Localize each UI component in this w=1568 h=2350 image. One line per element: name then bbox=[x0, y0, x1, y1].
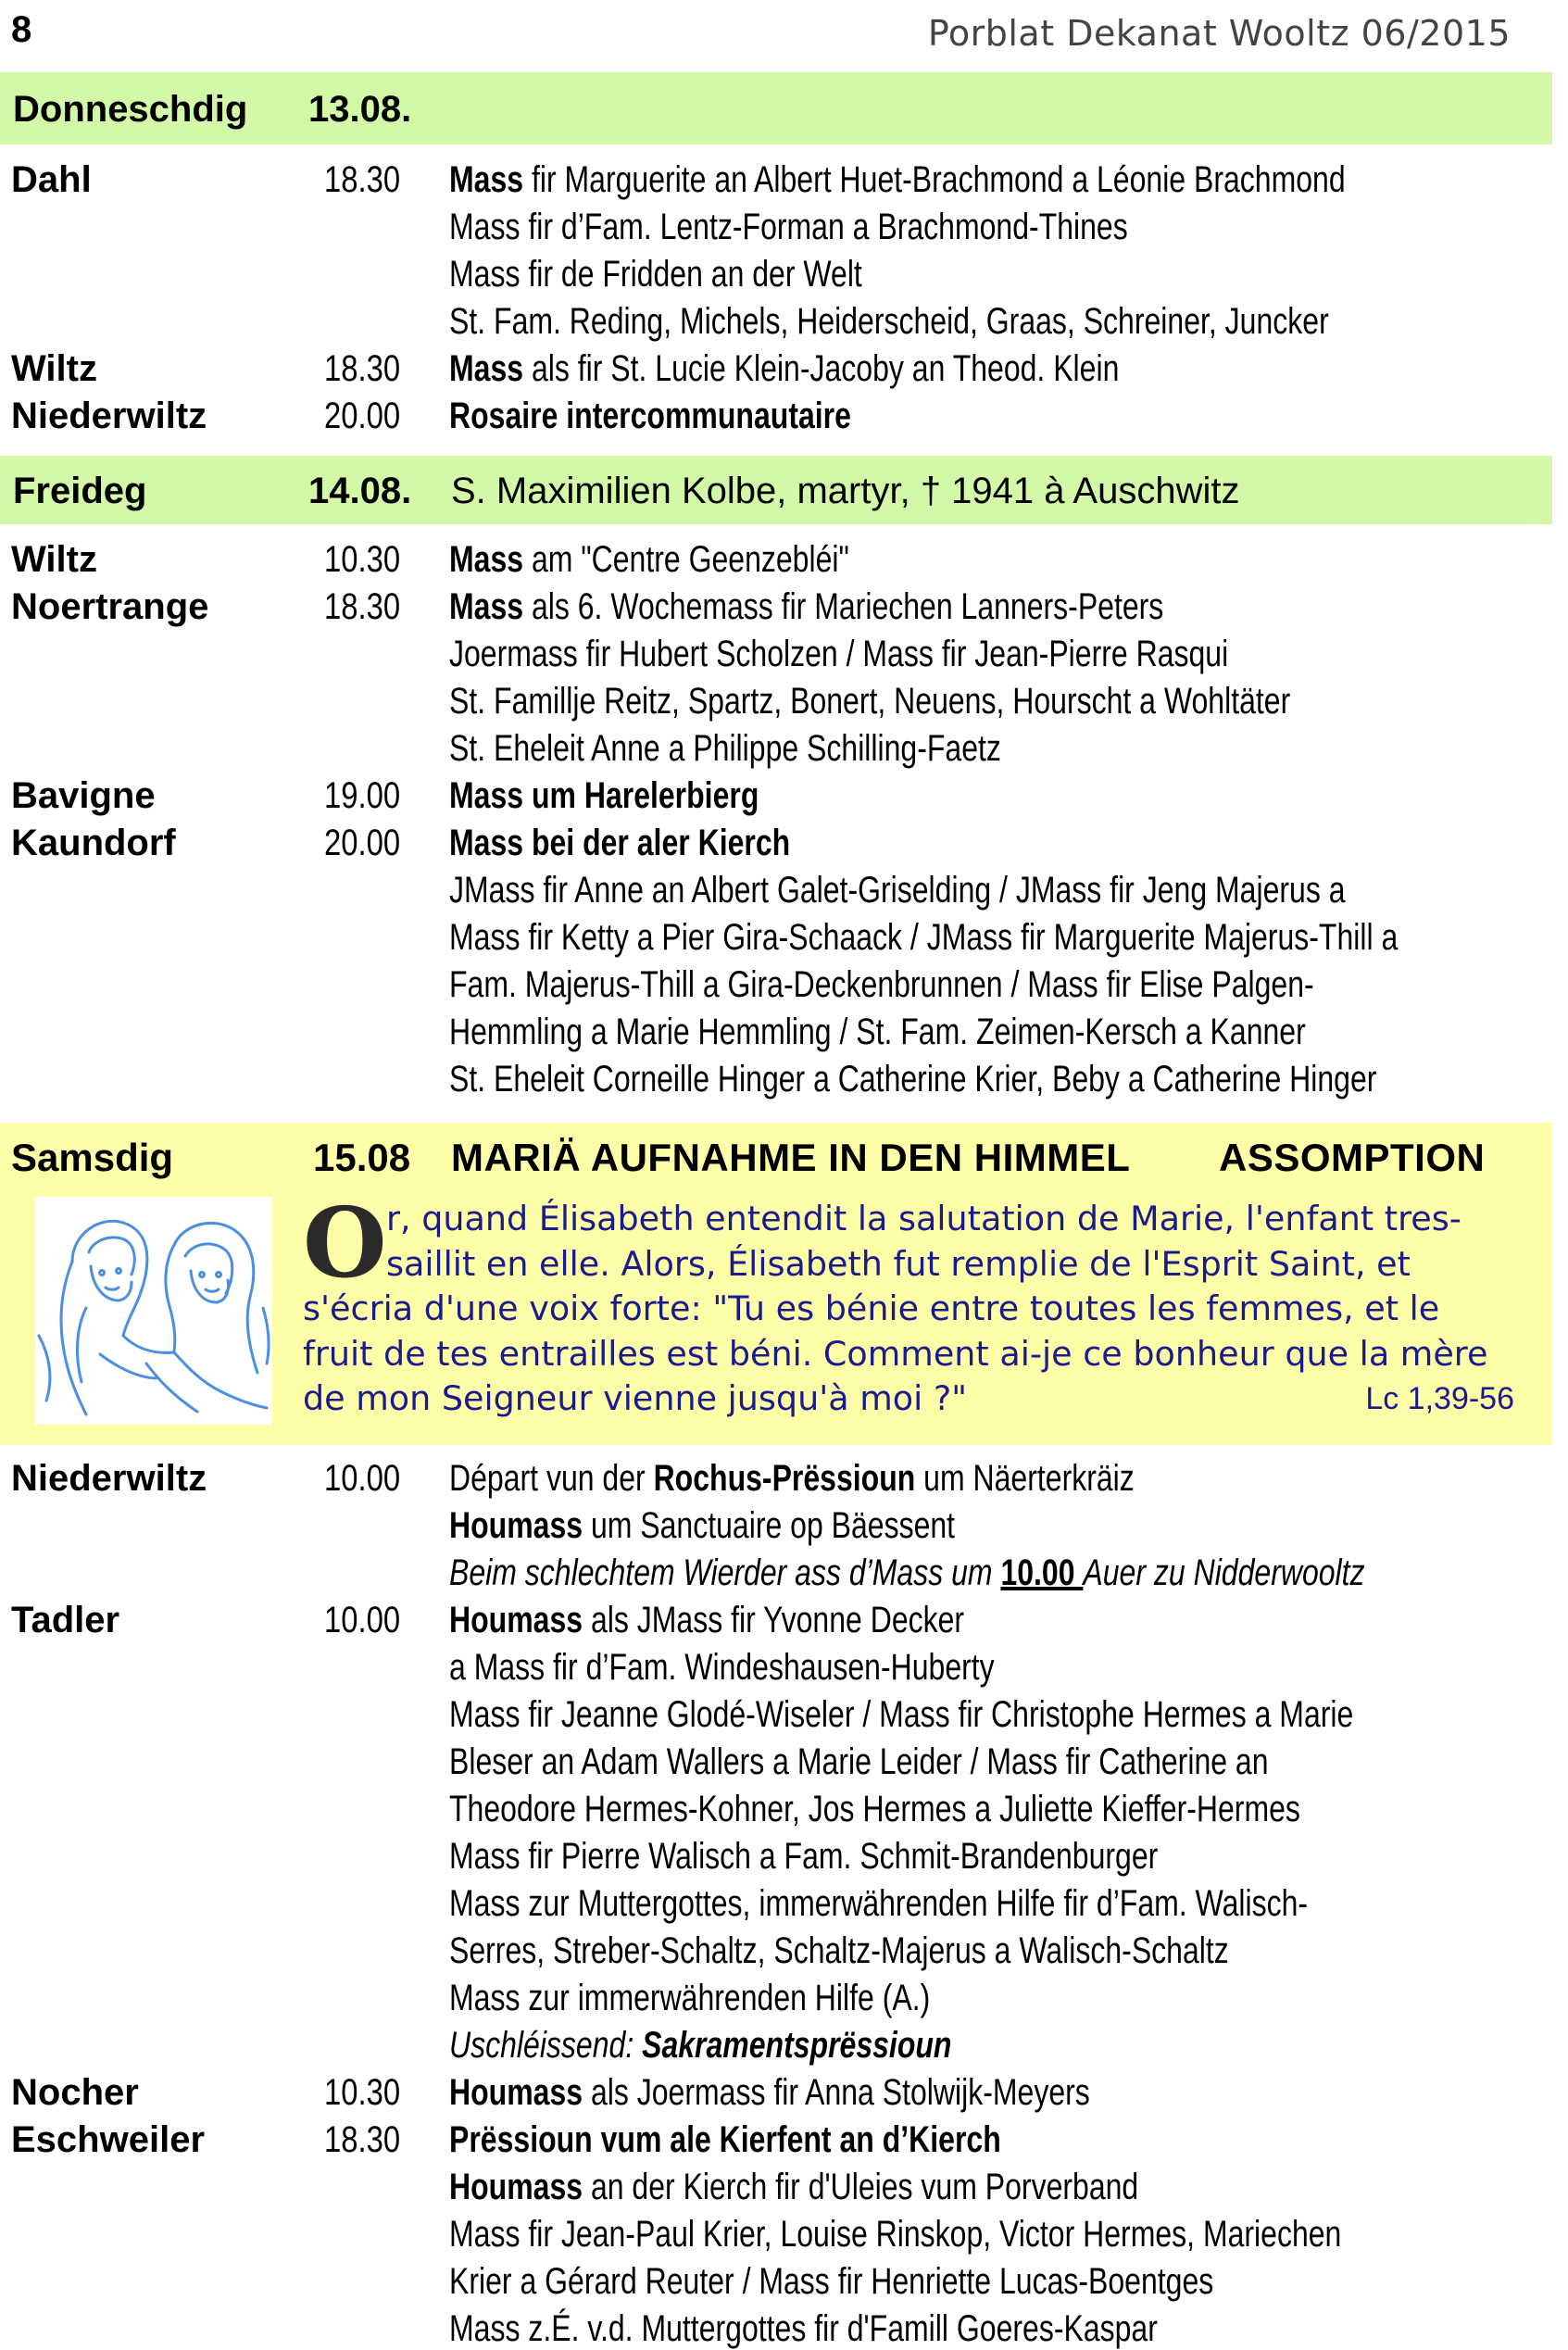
entry-line: Houmass an der Kierch fir d'Uleies vum Porverband bbox=[449, 2167, 1139, 2207]
entry-line: Mass fir Marguerite an Albert Huet-Brachmond a Léonie Brachmond bbox=[449, 159, 1346, 200]
entry-line: Mass als 6. Wochemass fir Mariechen Lanners-Peters bbox=[449, 586, 1164, 627]
day-label: Samsdig bbox=[11, 1136, 174, 1179]
feast-title-fr: ASSOMPTION bbox=[1219, 1136, 1486, 1179]
entry-line: Uschléissend: Sakramentsprëssioun bbox=[449, 2025, 952, 2066]
place-name: Niederwiltz bbox=[11, 1458, 207, 1499]
visitation-drawing bbox=[35, 1197, 272, 1425]
entry-line: Mass am "Centre Geenzebléi" bbox=[449, 539, 849, 580]
page-number: 8 bbox=[11, 9, 32, 50]
publication-header: Porblat Dekanat Wooltz 06/2015 bbox=[927, 13, 1511, 54]
mass-time: 18.30 bbox=[324, 586, 401, 627]
mass-time: 18.30 bbox=[324, 2119, 401, 2160]
entry-line: Mass zur Muttergottes, immerwährenden Hilfe fir d’Fam. Walisch- bbox=[449, 1883, 1309, 1924]
quote-line: de mon Seigneur vienne jusqu'à moi ?" bbox=[303, 1378, 968, 1418]
entry-line: Mass um Harelerbierg bbox=[449, 775, 759, 816]
place-name: Niederwiltz bbox=[11, 396, 207, 436]
mass-time: 10.30 bbox=[324, 539, 401, 580]
feast-box-saturday bbox=[0, 1123, 1552, 1445]
day-date: 15.08 bbox=[313, 1136, 411, 1179]
entry-line: JMass fir Anne an Albert Galet-Griselding / JMass fir Jeng Majerus a bbox=[449, 870, 1346, 911]
place-name: Eschweiler bbox=[11, 2119, 206, 2160]
entry-line: Beim schlechtem Wierder ass d’Mass um 10.00 Auer zu Nidderwooltz bbox=[449, 1552, 1365, 1593]
day-date: 14.08. bbox=[308, 471, 412, 511]
entry-line: Mass fir Jeanne Glodé-Wiseler / Mass fir Christophe Hermes a Marie bbox=[449, 1694, 1354, 1735]
place-name: Noertrange bbox=[11, 586, 209, 627]
day-date: 13.08. bbox=[308, 89, 412, 130]
entry-line: Mass als fir St. Lucie Klein-Jacoby an Theod. Klein bbox=[449, 348, 1120, 389]
entry-line: Mass fir d’Fam. Lentz-Forman a Brachmond-Thines bbox=[449, 207, 1128, 247]
mass-time: 18.30 bbox=[324, 348, 401, 389]
entry-line: Mass z.É. v.d. Muttergottes fir d'Famill Goeres-Kaspar bbox=[449, 2308, 1158, 2349]
entry-line: Bleser an Adam Wallers a Marie Leider / Mass fir Catherine an bbox=[449, 1741, 1269, 1782]
entry-line: St. Eheleit Corneille Hinger a Catherine Krier, Beby a Catherine Hinger bbox=[449, 1059, 1377, 1100]
place-name: Tadler bbox=[11, 1600, 120, 1640]
mass-time: 10.00 bbox=[324, 1458, 401, 1499]
mass-time: 10.30 bbox=[324, 2072, 401, 2113]
mass-time: 20.00 bbox=[324, 396, 401, 436]
place-name: Kaundorf bbox=[11, 823, 176, 863]
entry-line: Mass zur immerwährenden Hilfe (A.) bbox=[449, 1978, 931, 2018]
entry-line: St. Fam. Reding, Michels, Heiderscheid, Graas, Schreiner, Juncker bbox=[449, 301, 1329, 342]
entry-line: Hemmling a Marie Hemmling / St. Fam. Zeimen-Kersch a Kanner bbox=[449, 1012, 1306, 1052]
place-name: Bavigne bbox=[11, 775, 156, 816]
mass-time: 19.00 bbox=[324, 775, 401, 816]
entry-line: Prëssioun vum ale Kierfent an d’Kierch bbox=[449, 2119, 1001, 2160]
quote-line: r, quand Élisabeth entendit la salutation de Marie, l'enfant tres- bbox=[386, 1199, 1461, 1238]
quote-line: fruit de tes entrailles est béni. Comment ai-je ce bonheur que la mère bbox=[303, 1333, 1488, 1374]
quote-line: saillit en elle. Alors, Élisabeth fut remplie de l'Esprit Saint, et bbox=[386, 1243, 1411, 1284]
entry-line: Houmass um Sanctuaire op Bäessent bbox=[449, 1505, 956, 1546]
day-label: Freideg bbox=[13, 471, 147, 511]
entry-line: Houmass als JMass fir Yvonne Decker bbox=[449, 1600, 965, 1640]
entry-line: Mass fir de Fridden an der Welt bbox=[449, 254, 862, 295]
place-name: Nocher bbox=[11, 2072, 139, 2113]
entry-line: Mass fir Ketty a Pier Gira-Schaack / JMass fir Marguerite Majerus-Thill a bbox=[449, 917, 1399, 958]
quote-line: s'écria d'une voix forte: "Tu es bénie entre toutes les femmes, et le bbox=[303, 1288, 1440, 1328]
entry-line: Serres, Streber-Schaltz, Schaltz-Majerus a Walisch-Schaltz bbox=[449, 1930, 1229, 1971]
entry-line: St. Famillje Reitz, Spartz, Bonert, Neuens, Hourscht a Wohltäter bbox=[449, 681, 1291, 722]
drop-cap: O bbox=[303, 1186, 387, 1300]
entry-line: Mass fir Jean-Paul Krier, Louise Rinskop, Victor Hermes, Mariechen bbox=[449, 2214, 1342, 2255]
day-label: Donneschdig bbox=[13, 89, 248, 130]
place-name: Dahl bbox=[11, 159, 92, 200]
entry-line: Krier a Gérard Reuter / Mass fir Henriette Lucas-Boentges bbox=[449, 2261, 1214, 2302]
day-band-thursday bbox=[0, 72, 1552, 145]
visitation-illustration bbox=[35, 1197, 272, 1425]
mass-time: 18.30 bbox=[324, 159, 401, 200]
gospel-quote bbox=[303, 1186, 1540, 1422]
scripture-reference: Lc 1,39-56 bbox=[1365, 1381, 1514, 1416]
place-name: Wiltz bbox=[11, 539, 97, 580]
entry-line: Mass fir Pierre Walisch a Fam. Schmit-Brandenburger bbox=[449, 1836, 1159, 1877]
entry-line: Rosaire intercommunautaire bbox=[449, 396, 851, 436]
place-name: Wiltz bbox=[11, 348, 97, 389]
feast-title: MARIÄ AUFNAHME IN DEN HIMMEL bbox=[451, 1136, 1131, 1179]
entry-line: St. Eheleit Anne a Philippe Schilling-Faetz bbox=[449, 728, 1001, 769]
entry-line: Joermass fir Hubert Scholzen / Mass fir Jean-Pierre Rasqui bbox=[449, 634, 1229, 674]
entry-line: a Mass fir d’Fam. Windeshausen-Huberty bbox=[449, 1647, 995, 1688]
entry-line: Theodore Hermes-Kohner, Jos Hermes a Juliette Kieffer-Hermes bbox=[449, 1789, 1300, 1829]
entry-line: Houmass als Joermass fir Anna Stolwijk-Meyers bbox=[449, 2072, 1090, 2113]
day-band-friday bbox=[0, 456, 1552, 524]
mass-time: 10.00 bbox=[324, 1600, 401, 1640]
mass-time: 20.00 bbox=[324, 823, 401, 863]
entry-line: Fam. Majerus-Thill a Gira-Deckenbrunnen / Mass fir Elise Palgen- bbox=[449, 964, 1314, 1005]
entry-line: Départ vun der Rochus-Prëssioun um Näerterkräiz bbox=[449, 1458, 1135, 1499]
saint-of-day: S. Maximilien Kolbe, martyr, † 1941 à Auschwitz bbox=[451, 471, 1240, 511]
entry-line: Mass bei der aler Kierch bbox=[449, 823, 791, 863]
